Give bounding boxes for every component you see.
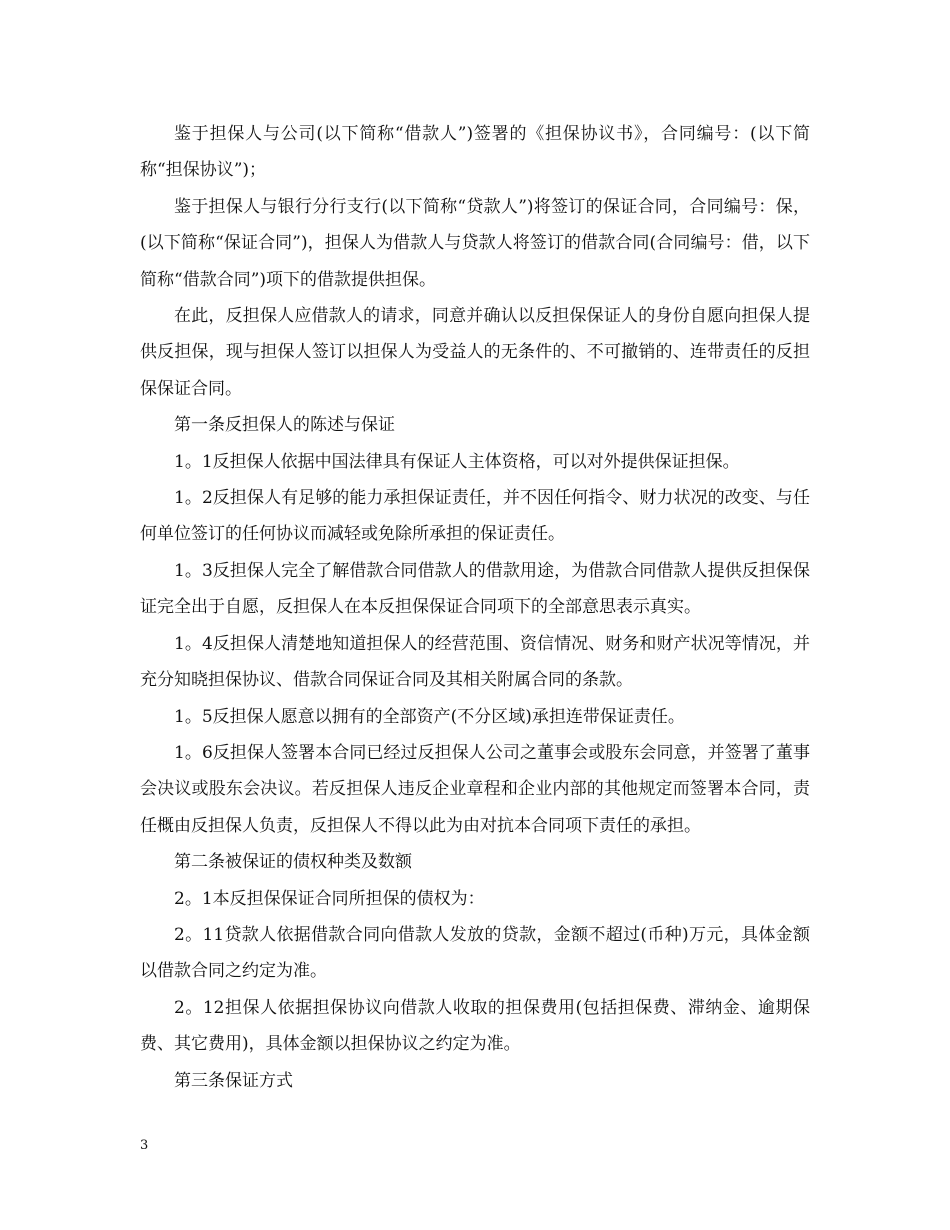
- section-heading-1: 第一条反担保人的陈述与保证: [174, 415, 395, 436]
- clause-2-11: 2。11贷款人依据借款合同向借款人发放的贷款，金额不超过(币种)万元，具体金额以借款合同之约定为准。: [140, 924, 810, 982]
- clause-1-4: 1。4反担保人清楚地知道担保人的经营范围、资信情况、财务和财产状况等情况，并充分知晓担保协议、借款合同保证合同及其相关附属合同的条款。: [140, 633, 810, 691]
- section-heading-2: 第二条被保证的债权种类及数额: [174, 852, 412, 873]
- page-number: 3: [140, 1138, 149, 1153]
- clause-1-5: 1。5反担保人愿意以拥有的全部资产(不分区域)承担连带保证责任。: [174, 706, 685, 727]
- clause-1-3: 1。3反担保人完全了解借款合同借款人的借款用途，为借款合同借款人提供反担保保证完全出于自愿，反担保人在本反担保保证合同项下的全部意思表示真实。: [140, 560, 810, 618]
- paragraph-2: 鉴于担保人与银行分行支行(以下简称“贷款人”)将签订的保证合同，合同编号：保，(以下简称“保证合同”)，担保人为借款人与贷款人将签订的借款合同(合同编号：借，以下简称“借款合同”)项下的借款提供担保。: [140, 196, 810, 290]
- document-body: [140, 116, 810, 1099]
- clause-2-1: 2。1本反担保保证合同所担保的债权为：: [174, 888, 485, 909]
- section-heading-3: 第三条保证方式: [174, 1070, 293, 1091]
- paragraph-3: 在此，反担保人应借款人的请求，同意并确认以反担保保证人的身份自愿向担保人提供反担保，现与担保人签订以担保人为受益人的无条件的、不可撤销的、连带责任的反担保保证合同。: [140, 306, 810, 399]
- clause-1-1: 1。1反担保人依据中国法律具有保证人主体资格，可以对外提供保证担保。: [174, 451, 740, 472]
- paragraph-1: 鉴于担保人与公司(以下简称“借款人”)签署的《担保协议书》，合同编号：(以下简称“担保协议”)；: [140, 124, 810, 181]
- clause-1-2: 1。2反担保人有足够的能力承担保证责任，并不因任何指令、财力状况的改变、与任何单位签订的任何协议而减轻或免除所承担的保证责任。: [140, 488, 810, 545]
- clause-1-6: 1。6反担保人签署本合同已经过反担保人公司之董事会或股东会同意，并签署了董事会决议或股东会决议。若反担保人违反企业章程和企业内部的其他规定而签署本合同，责任概由反担保人负责，反担保人不得以此为由对抗本合同项下责任的承担。: [140, 742, 810, 836]
- clause-2-12: 2。12担保人依据担保协议向借款人收取的担保费用(包括担保费、滞纳金、逾期保费、其它费用)，具体金额以担保协议之约定为准。: [140, 997, 810, 1055]
